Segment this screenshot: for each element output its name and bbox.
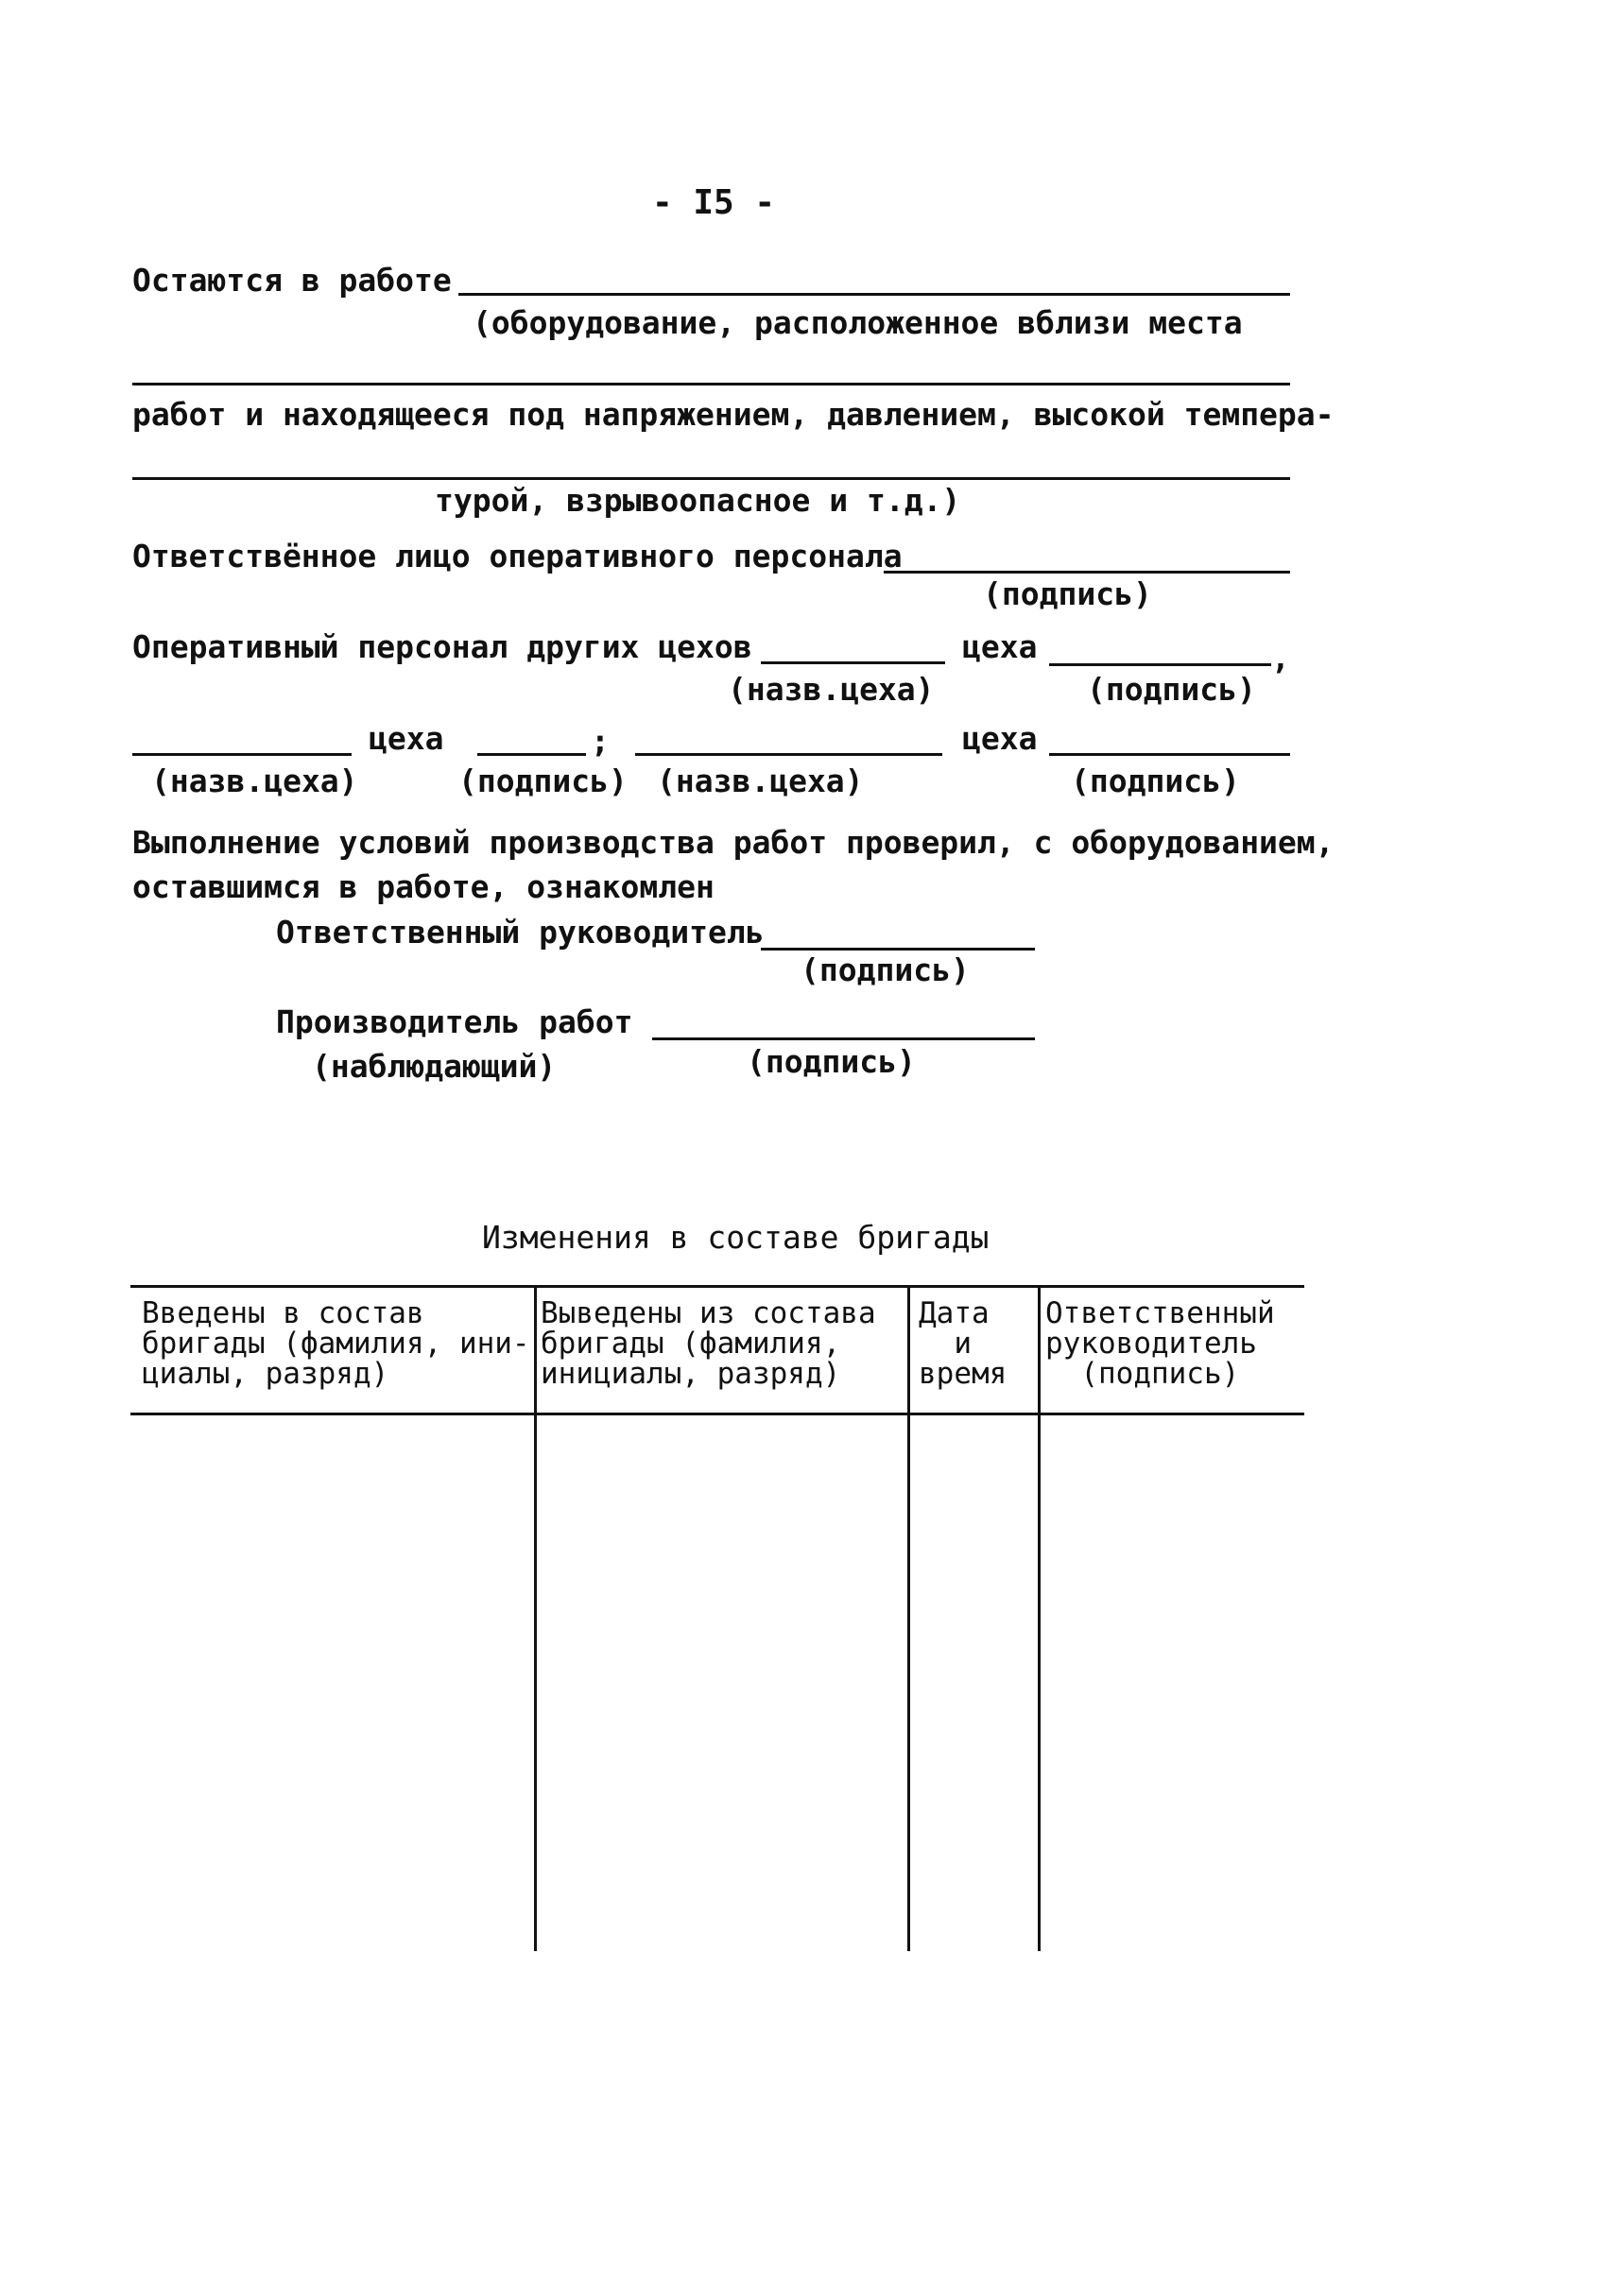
shop-name-caption: (назв.цеха)	[151, 762, 358, 799]
other-shops-label: Оперативный персонал других цехов	[132, 628, 752, 665]
table-column-divider-3	[1038, 1285, 1041, 1951]
table-header-border	[130, 1413, 1304, 1415]
shop-signature-line-2[interactable]	[477, 753, 586, 756]
signature-caption: (подпись)	[1071, 762, 1240, 799]
remain-input-line-3[interactable]	[132, 477, 1290, 480]
shop-word: цеха	[962, 628, 1038, 665]
verified-text-1: Выполнение условий производства работ проверил, с оборудованием,	[132, 824, 1335, 861]
table-top-border	[130, 1285, 1304, 1288]
responsible-manager-signature-line[interactable]	[761, 948, 1035, 951]
shop-name-caption: (назв.цеха)	[657, 762, 864, 799]
table-header-removed: Выведены из состава бригады (фамилия, инициалы, разряд)	[541, 1296, 876, 1391]
signature-caption: (подпись)	[983, 575, 1152, 612]
work-producer-signature-line[interactable]	[652, 1037, 1035, 1040]
comma: ,	[1271, 640, 1290, 677]
responsible-manager-label: Ответственный руководитель	[276, 914, 765, 951]
remain-caption-1: (оборудование, расположенное вблизи места	[473, 304, 1243, 341]
table-header-signature: Ответственный руководитель (подпись)	[1045, 1296, 1275, 1391]
shop-word: цеха	[962, 720, 1038, 757]
shop-signature-line-3[interactable]	[1049, 753, 1290, 756]
table-column-divider-2	[907, 1285, 910, 1951]
signature-caption: (подпись)	[747, 1043, 916, 1080]
signature-caption: (подпись)	[801, 951, 970, 988]
remain-caption-3: турой, взрывоопасное и т.д.)	[435, 482, 961, 519]
signature-caption: (подпись)	[1087, 671, 1256, 708]
operative-responsible-label: Ответствённое лицо оперативного персонала	[132, 538, 903, 574]
verified-text-2: оставшимся в работе, ознакомлен	[132, 868, 715, 905]
observer-caption: (наблюдающий)	[312, 1048, 557, 1085]
table-header-added: Введены в состав бригады (фамилия, ини- циалы, разряд)	[142, 1296, 530, 1391]
shop-signature-line-1[interactable]	[1049, 663, 1271, 666]
table-header-datetime: Дата и время	[919, 1296, 1008, 1391]
table-column-divider-1	[534, 1285, 537, 1951]
operative-responsible-signature-line[interactable]	[884, 571, 1290, 574]
shop-word: цеха	[369, 720, 444, 757]
table-title: Изменения в составе бригады	[482, 1219, 990, 1256]
shop-name-line-1[interactable]	[761, 661, 945, 664]
semicolon: ;	[591, 723, 610, 760]
work-producer-label: Производитель работ	[276, 1003, 633, 1040]
remain-input-line-2[interactable]	[132, 383, 1290, 386]
signature-caption: (подпись)	[458, 762, 628, 799]
shop-name-line-3[interactable]	[635, 753, 942, 756]
remain-label: Остаются в работе	[132, 262, 452, 299]
shop-name-caption: (назв.цеха)	[728, 671, 935, 708]
remain-caption-2: работ и находящееся под напряжением, давлением, высокой темпера-	[132, 396, 1335, 433]
page-number: - I5 -	[652, 183, 776, 222]
remain-input-line[interactable]	[458, 293, 1290, 296]
shop-name-line-2[interactable]	[132, 753, 352, 756]
